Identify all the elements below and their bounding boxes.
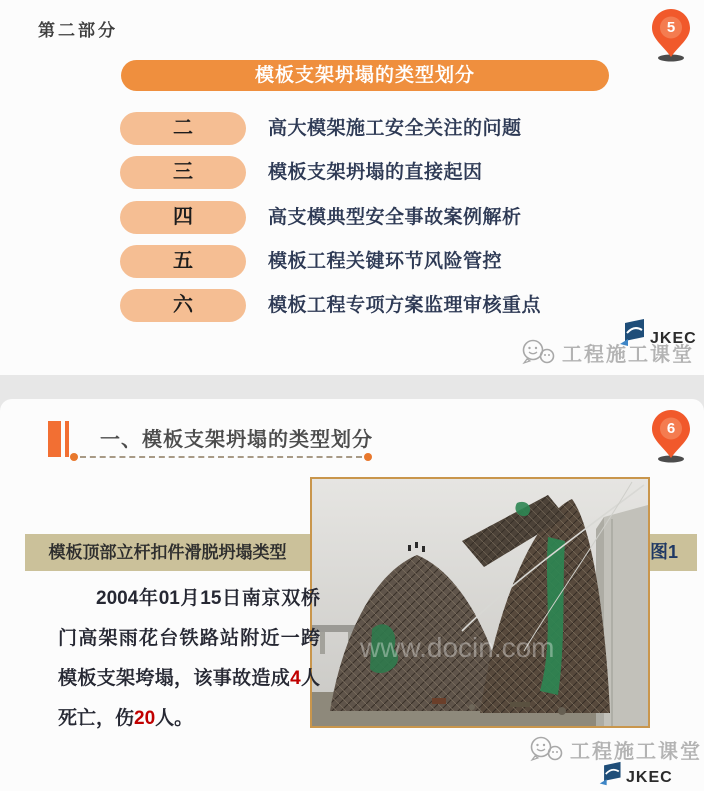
- toc-row: [0, 201, 704, 234]
- toc-row: [0, 245, 704, 278]
- case-description: [58, 579, 320, 739]
- toc-item-label: 模板工程关键环节风险管控: [268, 251, 503, 272]
- watermark: [528, 735, 704, 787]
- figure-label: 图1: [650, 542, 679, 562]
- toc-number-pill: 二: [120, 112, 246, 145]
- page-pin-badge: [651, 409, 691, 463]
- section-title: 一、模板支架坍塌的类型划分: [100, 429, 373, 451]
- page-pin-badge: [651, 8, 691, 62]
- wechat-icon: [528, 736, 564, 763]
- toc-number-pill: 四: [120, 201, 246, 234]
- collapse-type-banner: 模板顶部立杆扣件滑脱坍塌类型: [48, 543, 287, 562]
- watermark-text: 工程施工课堂: [570, 741, 702, 763]
- toc-row: [0, 156, 704, 189]
- dotted-line-end-dot: [364, 453, 372, 461]
- photo-watermark-text: www.docin.com: [360, 632, 555, 663]
- toc-item-label: 模板支架坍塌的直接起因: [268, 162, 483, 183]
- collapsed-scaffold-image: [312, 479, 648, 726]
- watermark: [520, 318, 704, 372]
- slide-gap: [0, 375, 704, 399]
- watermark-row: [520, 338, 694, 367]
- slide-collapse-type: [0, 399, 704, 791]
- toc-item-label: 高支模典型安全事故案例解析: [268, 207, 522, 228]
- toc-row: [0, 112, 704, 145]
- dotted-underline: [80, 456, 362, 458]
- dotted-line-start-dot: [70, 453, 78, 461]
- toc-number-pill: 三: [120, 156, 246, 189]
- toc-title-pill: 模板支架坍塌的类型划分: [121, 60, 609, 91]
- collapse-photo: [310, 477, 650, 728]
- header-accent-bar: [48, 421, 61, 457]
- toc-number-pill: 五: [120, 245, 246, 278]
- jkec-logo-text: JKEC: [626, 769, 673, 786]
- part-label: 第二部分: [38, 21, 118, 40]
- jkec-logo: [598, 761, 673, 787]
- jkec-logo-icon: [598, 761, 624, 787]
- injuries-count: 20: [134, 708, 156, 729]
- page-number: 5: [666, 19, 676, 36]
- watermark-text: 工程施工课堂: [562, 344, 694, 366]
- case-text-3: 人。: [155, 708, 194, 729]
- case-text-2: 人死亡，伤: [58, 668, 320, 729]
- wechat-icon: [520, 339, 556, 366]
- page-number: 6: [666, 420, 676, 437]
- toc-item-label: 模板工程专项方案监理审核重点: [268, 295, 542, 316]
- deaths-count: 4: [290, 668, 301, 689]
- slide-toc: [0, 0, 704, 375]
- toc-number-pill: 六: [120, 289, 246, 322]
- toc-item-label: 高大模架施工安全关注的问题: [268, 118, 522, 139]
- jkec-logo-text: JKEC: [650, 330, 697, 347]
- case-text-1: 2004年01月15日南京双桥门高架雨花台铁路站附近一跨模板支架垮塌，该事故造成: [58, 588, 320, 689]
- watermark-row: [528, 735, 702, 764]
- header-accent-bar-thin: [65, 421, 69, 457]
